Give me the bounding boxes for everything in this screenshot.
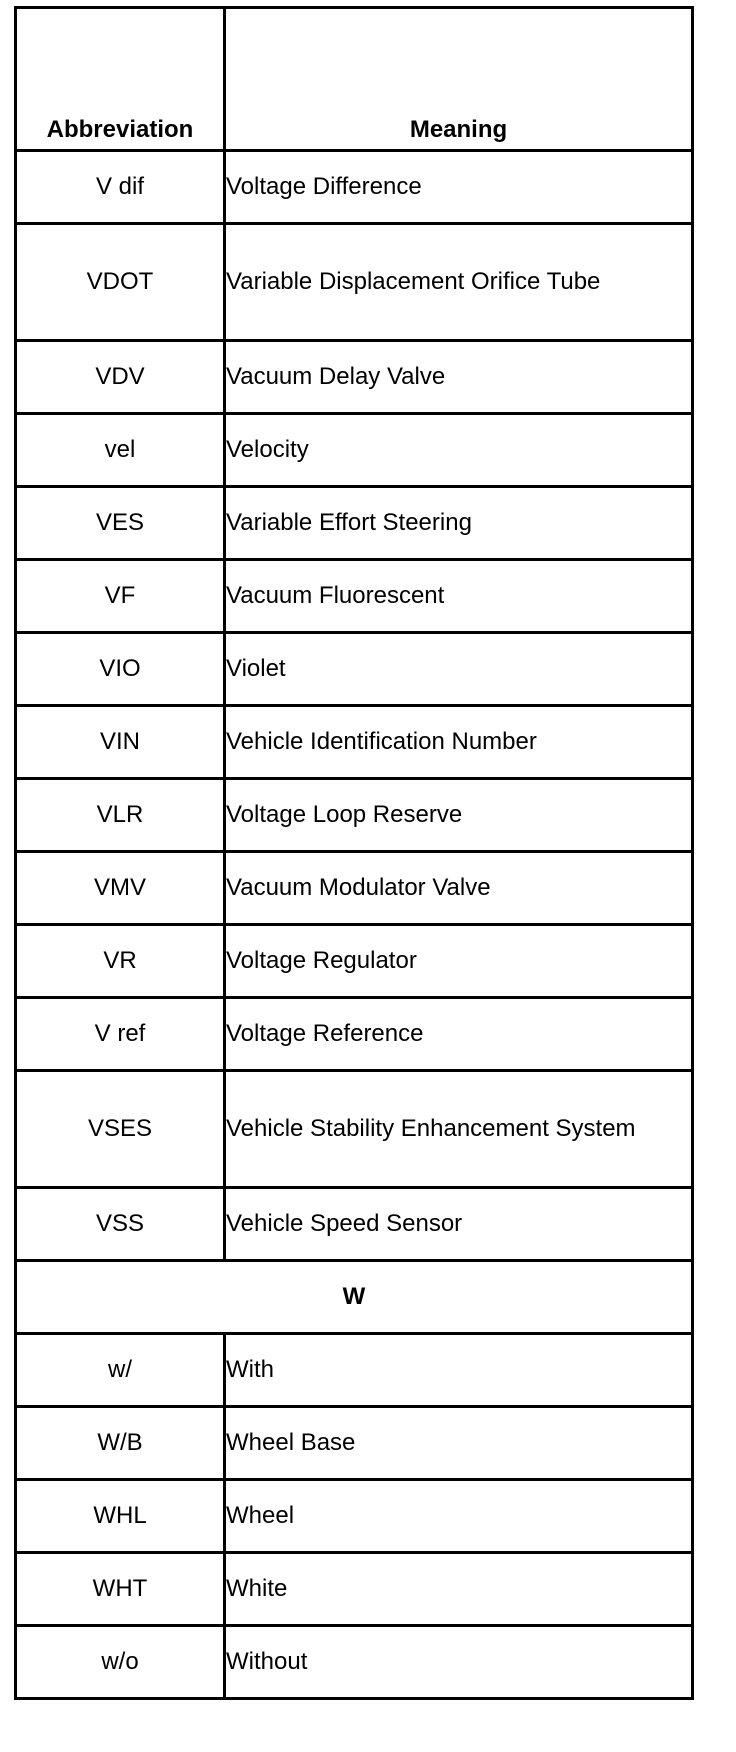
meaning-cell: Without <box>225 1626 693 1699</box>
abbreviation-cell: VSS <box>16 1188 225 1261</box>
table-row <box>16 1480 693 1553</box>
meaning-cell: Voltage Loop Reserve <box>225 779 693 852</box>
table-row <box>16 1188 693 1261</box>
meaning-cell: Vacuum Modulator Valve <box>225 852 693 925</box>
abbreviation-cell: VR <box>16 925 225 998</box>
header-abbreviation: Abbreviation <box>16 8 225 151</box>
table-row <box>16 1626 693 1699</box>
meaning-cell: Wheel <box>225 1480 693 1553</box>
table-row <box>16 341 693 414</box>
table-row <box>16 414 693 487</box>
abbreviation-cell: WHL <box>16 1480 225 1553</box>
meaning-cell: Voltage Regulator <box>225 925 693 998</box>
abbreviation-cell: VIO <box>16 633 225 706</box>
meaning-cell: With <box>225 1334 693 1407</box>
table-row <box>16 852 693 925</box>
abbreviation-cell: VDV <box>16 341 225 414</box>
table-row <box>16 633 693 706</box>
abbreviation-cell: w/ <box>16 1334 225 1407</box>
table-row <box>16 151 693 224</box>
abbreviation-cell: V dif <box>16 151 225 224</box>
meaning-cell: Vehicle Stability Enhancement System <box>225 1071 693 1188</box>
meaning-cell: Vehicle Speed Sensor <box>225 1188 693 1261</box>
meaning-cell: White <box>225 1553 693 1626</box>
abbreviation-cell: VIN <box>16 706 225 779</box>
table-row <box>16 779 693 852</box>
section-letter: W <box>16 1261 693 1334</box>
table-row <box>16 1071 693 1188</box>
table-row <box>16 1334 693 1407</box>
table-header-row <box>16 8 693 151</box>
header-meaning: Meaning <box>225 8 693 151</box>
table-row <box>16 487 693 560</box>
table-row <box>16 706 693 779</box>
abbreviation-cell: VMV <box>16 852 225 925</box>
table-row <box>16 560 693 633</box>
abbreviation-cell: VDOT <box>16 224 225 341</box>
meaning-cell: Voltage Reference <box>225 998 693 1071</box>
meaning-cell: Variable Displacement Orifice Tube <box>225 224 693 341</box>
table-row <box>16 925 693 998</box>
meaning-cell: Vacuum Fluorescent <box>225 560 693 633</box>
meaning-cell: Wheel Base <box>225 1407 693 1480</box>
meaning-cell: Voltage Difference <box>225 151 693 224</box>
meaning-cell: Vacuum Delay Valve <box>225 341 693 414</box>
table-row <box>16 1553 693 1626</box>
abbreviation-cell: vel <box>16 414 225 487</box>
meaning-cell: Violet <box>225 633 693 706</box>
abbreviation-cell: VES <box>16 487 225 560</box>
abbreviation-cell: VF <box>16 560 225 633</box>
table-row <box>16 1407 693 1480</box>
table-row <box>16 998 693 1071</box>
abbreviation-cell: w/o <box>16 1626 225 1699</box>
abbreviation-cell: V ref <box>16 998 225 1071</box>
table-row <box>16 224 693 341</box>
abbreviation-table <box>14 6 694 1700</box>
abbreviation-cell: WHT <box>16 1553 225 1626</box>
abbreviation-cell: W/B <box>16 1407 225 1480</box>
meaning-cell: Velocity <box>225 414 693 487</box>
meaning-cell: Vehicle Identification Number <box>225 706 693 779</box>
abbreviation-cell: VSES <box>16 1071 225 1188</box>
section-heading-row <box>16 1261 693 1334</box>
meaning-cell: Variable Effort Steering <box>225 487 693 560</box>
abbreviation-cell: VLR <box>16 779 225 852</box>
